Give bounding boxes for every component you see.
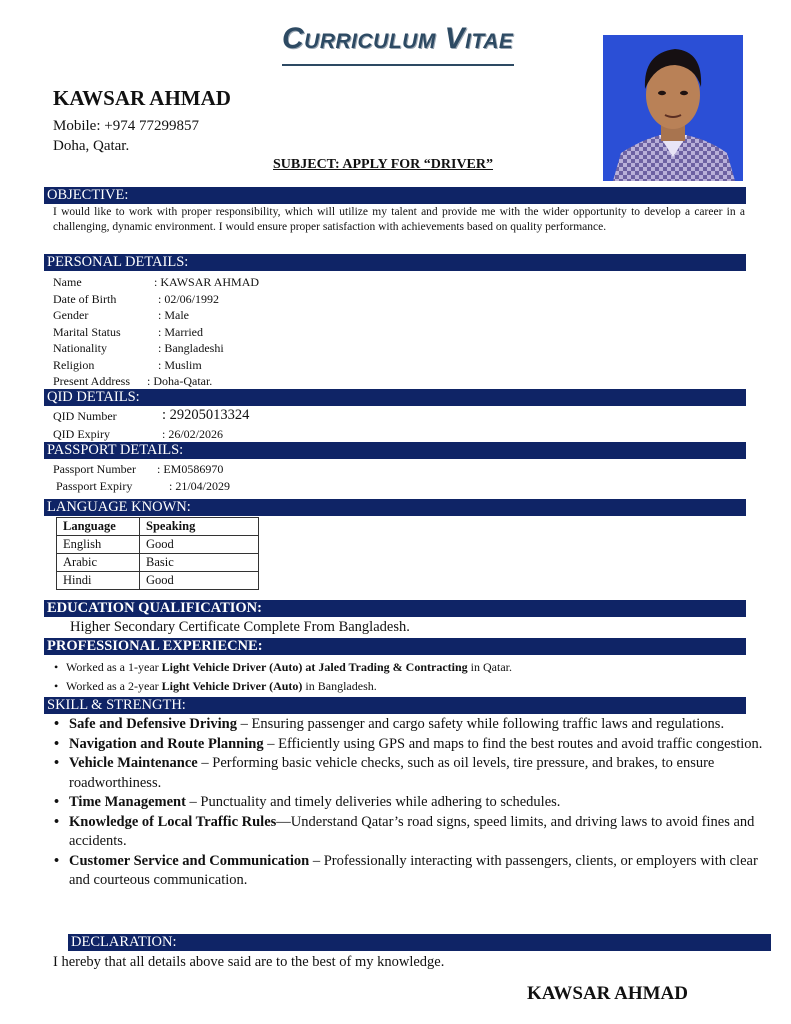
skill-description: – Efficiently using GPS and maps to find the best routes and avoid traffic congestion. xyxy=(263,735,763,752)
list-item xyxy=(50,658,512,677)
personal-details-heading: PERSONAL DETAILS: xyxy=(44,254,746,271)
language-cell: Hindi xyxy=(57,572,140,590)
table-row xyxy=(57,572,259,590)
column-header-language: Language xyxy=(57,518,140,536)
detail-row xyxy=(53,357,353,374)
passport-details-heading: PASSPORT DETAILS: xyxy=(44,442,746,459)
detail-label: QID Expiry xyxy=(53,427,110,441)
detail-value: : KAWSAR AHMAD xyxy=(154,275,260,289)
language-table xyxy=(56,517,259,590)
detail-row xyxy=(56,478,356,495)
qid-details-list xyxy=(53,408,353,442)
list-item xyxy=(53,754,763,793)
skill-title: Vehicle Maintenance xyxy=(69,755,198,771)
skill-title: Navigation and Route Planning xyxy=(69,735,264,752)
detail-label: Nationality xyxy=(53,341,107,355)
experience-role: Light Vehicle Driver (Auto) xyxy=(161,679,303,693)
subject-line: SUBJECT: APPLY FOR “DRIVER” xyxy=(273,157,494,172)
declaration-heading: DECLARATION: xyxy=(68,934,771,951)
detail-row xyxy=(53,274,353,291)
detail-value: : Male xyxy=(158,308,189,322)
skill-title: Customer Service and Communication xyxy=(69,852,310,869)
speaking-cell: Basic xyxy=(140,554,259,572)
portrait-image xyxy=(603,35,743,181)
list-item xyxy=(53,852,763,891)
objective-heading: OBJECTIVE: xyxy=(44,187,746,204)
skill-title: Safe and Defensive Driving xyxy=(69,716,237,732)
list-item xyxy=(53,735,763,755)
detail-row xyxy=(53,426,353,443)
signature-name: KAWSAR AHMAD xyxy=(527,983,688,1004)
skill-title: Knowledge of Local Traffic Rules xyxy=(69,813,277,830)
skill-description: – Ensuring passenger and cargo safety while following traffic laws and regulations. xyxy=(236,716,725,732)
experience-place: in Qatar. xyxy=(467,660,512,674)
skills-list xyxy=(53,715,763,891)
detail-label: Passport Expiry xyxy=(56,478,133,493)
detail-label: Religion xyxy=(53,357,95,372)
detail-label: Passport Number xyxy=(53,462,136,476)
speaking-cell: Good xyxy=(140,572,259,590)
table-header-row xyxy=(57,518,259,536)
education-text: Higher Secondary Certificate Complete From Bangladesh. xyxy=(70,619,410,635)
detail-row xyxy=(53,373,353,390)
skills-heading: SKILL & STRENGTH: xyxy=(44,697,746,714)
objective-text: I would like to work with proper responsibility, which will utilize my talent and provide me with the wider opportunity to develop a career in a challenging, dynamic environment. I would ensure proper satisfaction with achievements based on quality performance. xyxy=(53,206,745,233)
detail-row xyxy=(53,340,353,357)
detail-label: Gender xyxy=(53,308,89,322)
skill-description: – Performing basic vehicle checks, such as oil levels, tire pressure, and brakes, to ensure roadworthiness. xyxy=(69,755,715,791)
declaration-text: I hereby that all details above said are to the best of my knowledge. xyxy=(53,954,445,970)
table-row xyxy=(57,536,259,554)
experience-text: Worked as a 1-year xyxy=(66,660,162,674)
language-cell: English xyxy=(57,536,140,554)
detail-value: : Married xyxy=(158,324,203,339)
detail-value: : 21/04/2029 xyxy=(169,478,231,493)
education-heading: EDUCATION QUALIFICATION: xyxy=(44,600,746,617)
cv-title: Curriculum Vitae xyxy=(282,22,514,55)
profile-photo xyxy=(603,35,743,181)
list-item xyxy=(53,793,763,813)
experience-list xyxy=(50,658,512,696)
column-header-speaking: Speaking xyxy=(140,518,259,536)
qid-details-heading: QID DETAILS: xyxy=(44,389,746,406)
skill-description: – Professionally interacting with passengers, clients, or employers with clear and courteous communication. xyxy=(69,852,758,888)
detail-value: : 29205013324 xyxy=(162,407,250,423)
personal-details-list xyxy=(53,274,353,390)
table-row xyxy=(57,554,259,572)
language-cell: Arabic xyxy=(57,554,140,572)
detail-label: QID Number xyxy=(53,409,117,423)
list-item xyxy=(53,715,763,735)
detail-value: : Doha-Qatar. xyxy=(147,374,213,388)
detail-row xyxy=(53,291,353,308)
detail-label: Present Address xyxy=(53,374,130,388)
detail-row xyxy=(53,307,353,324)
passport-details-list xyxy=(53,461,353,495)
mobile-number: Mobile: +974 77299857 xyxy=(53,118,199,134)
list-item xyxy=(50,677,512,696)
detail-row xyxy=(53,408,353,426)
detail-row xyxy=(53,324,353,341)
experience-heading: PROFESSIONAL EXPERIECNE: xyxy=(44,638,746,655)
detail-label: Marital Status xyxy=(53,324,121,339)
speaking-cell: Good xyxy=(140,536,259,554)
skill-description: —Understand Qatar’s road signs, speed limits, and driving laws to avoid fines and accidents. xyxy=(69,813,755,849)
detail-row xyxy=(53,461,353,478)
applicant-name: KAWSAR AHMAD xyxy=(53,86,231,110)
detail-value: : 02/06/1992 xyxy=(158,291,220,306)
skill-title: Time Management xyxy=(69,794,186,810)
detail-label: Date of Birth xyxy=(53,291,117,306)
location: Doha, Qatar. xyxy=(53,138,130,154)
experience-text: Worked as a 2-year xyxy=(66,679,162,693)
detail-value: : EM0586970 xyxy=(157,462,224,476)
skill-description: – Punctuality and timely deliveries while adhering to schedules. xyxy=(185,794,561,810)
list-item xyxy=(53,813,763,852)
detail-value: : 26/02/2026 xyxy=(162,427,224,441)
detail-value: : Bangladeshi xyxy=(158,341,224,355)
title-underline xyxy=(282,64,514,66)
detail-label: Name xyxy=(53,275,82,289)
language-known-heading: LANGUAGE KNOWN: xyxy=(44,499,746,516)
experience-place: in Bangladesh. xyxy=(302,679,377,693)
detail-value: : Muslim xyxy=(158,357,202,372)
experience-role: Light Vehicle Driver (Auto) at Jaled Trading & Contracting xyxy=(161,660,468,674)
